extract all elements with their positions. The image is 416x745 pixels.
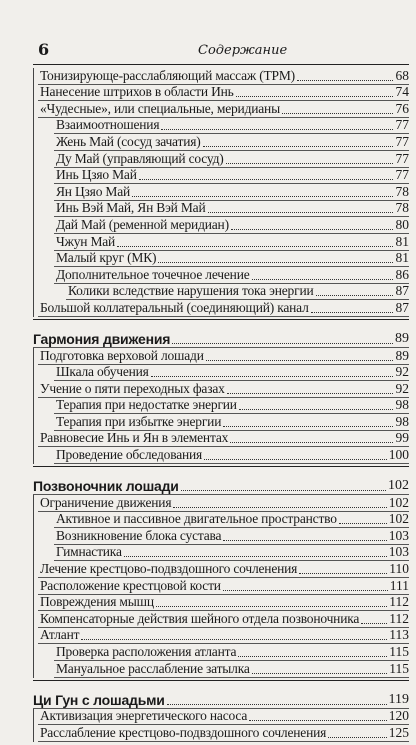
toc-entry [33, 118, 409, 135]
leader-dots [249, 720, 387, 721]
toc-entry-page: 76 [395, 100, 409, 116]
leader-dots [81, 639, 387, 640]
toc-entry-page: 77 [395, 150, 409, 166]
leader-dots [230, 442, 393, 443]
toc-entry-page: 89 [395, 330, 409, 346]
toc-entry-page: 99 [395, 430, 409, 446]
toc-entry-page: 100 [388, 447, 409, 463]
leader-dots [282, 113, 393, 114]
leader-dots [252, 279, 393, 280]
leader-dots [167, 704, 387, 705]
entry-underline [38, 741, 409, 742]
toc-entry-page: 81 [395, 233, 409, 249]
toc-entry-title: Активное и пассивное двигательное пространство [56, 511, 337, 527]
toc-entry-page: 86 [395, 266, 409, 282]
toc-entry-title: Дополнительное точечное лечение [56, 266, 250, 282]
leader-dots [158, 262, 393, 263]
leader-dots [227, 393, 393, 394]
toc-entry-title: Ян Цзяо Май [56, 183, 131, 199]
toc-entry-title: Учение о пяти переходных фазах [40, 380, 225, 396]
toc-entry [33, 414, 409, 431]
toc-entry [33, 431, 409, 448]
toc-entry-page: 119 [388, 691, 409, 707]
toc-entry [33, 267, 409, 284]
leader-dots [223, 590, 388, 591]
leader-dots [223, 426, 393, 427]
toc-entry-title: Тонизирующе-расслабляющий массаж (ТРМ) [40, 67, 295, 83]
chapter-rule [33, 680, 409, 681]
toc-entry [33, 284, 409, 301]
toc-entry-page: 74 [395, 84, 409, 100]
toc-entry-title: Нанесение штрихов в области Инь [40, 84, 234, 100]
leader-dots [203, 146, 393, 147]
toc-entry [33, 628, 409, 645]
toc-entry-page: 98 [395, 397, 409, 413]
toc-entry [33, 512, 409, 529]
toc-entry-page: 78 [395, 200, 409, 216]
toc-entry [33, 709, 409, 726]
running-head: Содержание [198, 43, 288, 58]
toc-entry-title: Активизация энергетического насоса [40, 708, 248, 724]
toc-entry-page: 87 [395, 283, 409, 299]
toc-entry-title: Позвоночник лошади [33, 478, 179, 495]
leader-dots [328, 737, 387, 738]
toc-entry-title: «Чудесные», или специальные, меридианы [40, 100, 280, 116]
leader-dots [316, 295, 393, 296]
leader-dots [172, 343, 393, 344]
chapter-rule [33, 319, 409, 320]
toc-entry-title: Лечение крестцово-подвздошного сочленения [40, 561, 298, 577]
toc-entry-page: 103 [388, 544, 409, 560]
toc-entry-page: 81 [395, 250, 409, 266]
toc-entry [33, 184, 409, 201]
toc-entry-page: 102 [388, 511, 409, 527]
toc-entry [33, 381, 409, 398]
toc-entry-title: Атлант [40, 627, 80, 643]
entry-underline [54, 463, 409, 464]
entry-underline [54, 677, 409, 678]
toc-entry-page: 120 [388, 708, 409, 724]
toc-entry [33, 725, 409, 742]
toc-entry [33, 348, 409, 365]
leader-dots [252, 673, 387, 674]
toc-entry-title: Расположение крестцовой кости [40, 577, 221, 593]
leader-dots [173, 507, 387, 508]
toc-entry-page: 68 [395, 67, 409, 83]
toc-entry [33, 561, 409, 578]
toc-entry [33, 300, 409, 317]
leader-dots [124, 556, 387, 557]
toc-entry-title: Повреждения мышц [40, 594, 154, 610]
page-number: 6 [38, 40, 50, 59]
toc-chapter [33, 324, 409, 348]
toc-entry-title: Жень Май (сосуд зачатия) [56, 133, 201, 149]
toc-chapter [33, 685, 409, 709]
toc-entry [33, 134, 409, 151]
toc-entry-page: 125 [388, 724, 409, 740]
toc-entry-title: Инь Вэй Май, Ян Вэй Май [56, 200, 206, 216]
toc-entry-page: 110 [389, 561, 409, 577]
toc-entry-title: Малый круг (МК) [56, 250, 157, 266]
toc-entry-title: Ци Гун с лошадьми [33, 691, 165, 708]
toc-entry-title: Терапия при недостатке энергии [56, 397, 237, 413]
leader-dots [226, 163, 393, 164]
toc-entry-page: 102 [388, 494, 409, 510]
toc-entry-title: Ду Май (управляющий сосуд) [56, 150, 224, 166]
leader-dots [297, 80, 393, 81]
toc-entry-title: Дай Май (ременной меридиан) [56, 216, 229, 232]
toc-entry [33, 447, 409, 464]
toc-entry [33, 398, 409, 415]
leader-dots [236, 96, 393, 97]
toc-entry-title: Равновесие Инь и Ян в элементах [40, 430, 229, 446]
toc-entry-title: Большой коллатеральный (соединяющий) канал [40, 299, 309, 315]
toc-entry-page: 115 [389, 644, 409, 659]
toc-entry-page: 77 [395, 117, 409, 133]
toc-entry-page: 92 [395, 380, 409, 396]
toc-entry [33, 578, 409, 595]
toc-entry [33, 545, 409, 562]
table-of-contents [33, 68, 409, 742]
leader-dots [181, 490, 386, 491]
leader-dots [117, 246, 393, 247]
leader-dots [139, 179, 393, 180]
toc-entry-title: Гармония движения [33, 330, 171, 347]
toc-entry [33, 201, 409, 218]
chapter-rule [33, 466, 409, 467]
toc-entry-title: Возникновение блока сустава [56, 527, 222, 543]
toc-entry-title: Проверка расположения атланта [56, 644, 237, 659]
toc-entry-title: Шкала обучения [56, 364, 149, 380]
toc-entry [33, 85, 409, 102]
toc-entry [33, 595, 409, 612]
leader-dots [204, 459, 387, 460]
toc-entry-title: Колики вследствие нарушения тока энергии [68, 283, 314, 299]
toc-entry-title: Гимнастика [56, 544, 122, 560]
toc-entry-page: 102 [388, 478, 409, 494]
leader-dots [151, 376, 393, 377]
toc-entry-page: 112 [389, 610, 409, 626]
toc-entry-page: 103 [388, 527, 409, 543]
toc-entry-page: 113 [389, 627, 409, 643]
toc-entry-title: Чжун Май [56, 233, 116, 249]
leader-dots [161, 129, 393, 130]
leader-dots [223, 540, 387, 541]
leader-dots [208, 212, 393, 213]
toc-entry [33, 217, 409, 234]
toc-entry-title: Подготовка верховой лошади [40, 347, 204, 363]
toc-entry-title: Инь Цзяо Май [56, 167, 137, 183]
header-rule [33, 64, 409, 65]
toc-entry [33, 251, 409, 268]
leader-dots [239, 409, 393, 410]
toc-entry-page: 98 [395, 413, 409, 429]
leader-dots [156, 606, 387, 607]
leader-dots [231, 229, 393, 230]
toc-entry-page: 80 [395, 216, 409, 232]
leader-dots [132, 196, 393, 197]
toc-entry [33, 644, 409, 661]
toc-entry [33, 528, 409, 545]
toc-entry [33, 151, 409, 168]
toc-entry-title: Терапия при избытке энергии [56, 413, 222, 429]
toc-entry-title: Мануальное расслабление затылка [56, 660, 250, 676]
toc-entry-page: 78 [395, 183, 409, 199]
leader-dots [238, 656, 387, 657]
leader-dots [299, 573, 387, 574]
toc-entry [33, 661, 409, 678]
toc-entry-page: 111 [389, 577, 409, 593]
toc-entry-page: 115 [389, 660, 409, 676]
toc-entry-title: Ограничение движения [40, 494, 172, 510]
toc-entry [33, 101, 409, 118]
leader-dots [361, 623, 387, 624]
toc-entry [33, 611, 409, 628]
toc-entry-page: 77 [395, 167, 409, 183]
toc-entry [33, 365, 409, 382]
toc-entry [33, 495, 409, 512]
toc-entry-page: 89 [395, 347, 409, 363]
toc-entry-page: 112 [389, 594, 409, 610]
toc-entry [33, 168, 409, 185]
toc-entry-title: Расслабление крестцово-подвздошного сочленения [40, 724, 327, 740]
leader-dots [311, 312, 393, 313]
toc-chapter [33, 471, 409, 495]
entry-underline [38, 316, 409, 317]
toc-entry-title: Взаимоотношения [56, 117, 160, 133]
toc-entry [33, 234, 409, 251]
toc-entry-title: Компенсаторные действия шейного отдела позвоночника [40, 610, 360, 626]
toc-entry-title: Проведение обследования [56, 447, 203, 463]
toc-entry-page: 92 [395, 364, 409, 380]
toc-entry-page: 87 [395, 299, 409, 315]
leader-dots [206, 360, 393, 361]
toc-entry [33, 68, 409, 85]
toc-entry-page: 77 [395, 133, 409, 149]
leader-dots [339, 523, 387, 524]
